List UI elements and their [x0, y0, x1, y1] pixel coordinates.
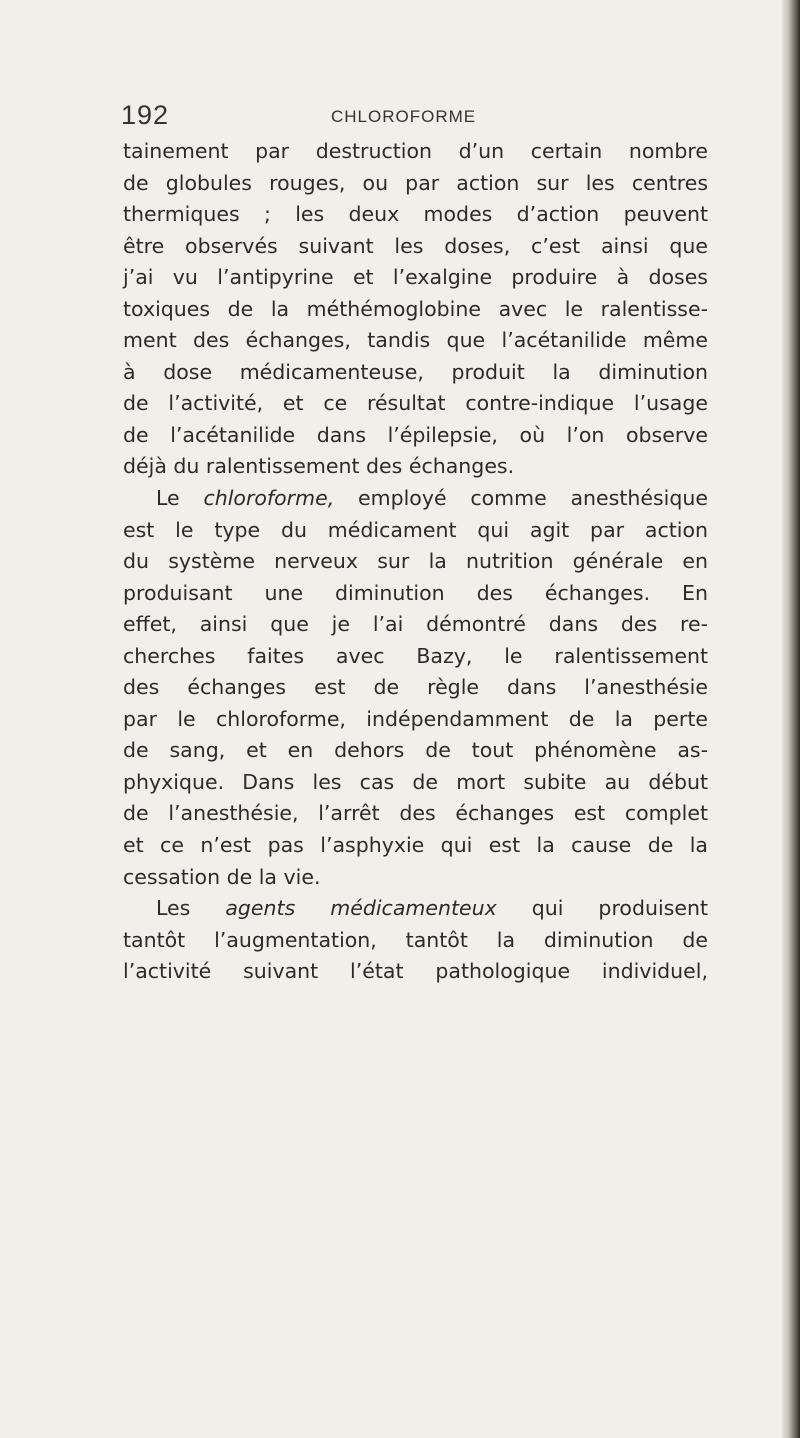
page-header: [121, 100, 711, 140]
text-line: est le type du médicament qui agit par action: [123, 517, 708, 542]
text-line: ment des échanges, tandis que l’acétanilide même: [123, 328, 708, 353]
italic-term: agents médicamenteux: [225, 896, 497, 921]
text-line: produisant une diminution des échanges. En: [123, 580, 708, 605]
text-line: tainement par destruction d’un certain nombre: [123, 139, 708, 163]
text-line: déjà du ralentissement des échanges.: [123, 454, 515, 479]
italic-term: chloroforme,: [203, 486, 335, 511]
text-line: des échanges est de règle dans l’anesthésie: [123, 675, 708, 700]
paragraph-first-line: [123, 483, 708, 515]
text-line: de sang, et en dehors de tout phénomène as-: [123, 738, 708, 763]
text-line: j’ai vu l’antipyrine et l’exalgine produire à doses: [123, 265, 708, 290]
text-segment: Le: [156, 486, 204, 511]
text-line: cherches faites avec Bazy, le ralentissement: [123, 643, 708, 668]
text-line: toxiques de la méthémoglobine avec le ralentisse-: [123, 296, 708, 321]
text-line: effet, ainsi que je l’ai démontré dans des re-: [123, 612, 708, 637]
running-head: CHLOROFORME: [331, 107, 477, 126]
text-line: par le chloroforme, indépendamment de la perte: [123, 706, 708, 731]
text-line: de globules rouges, ou par action sur les centres: [123, 170, 708, 195]
text-segment: employé comme anesthésique: [334, 486, 708, 511]
text-line: de l’acétanilide dans l’épilepsie, où l’on observe: [123, 422, 708, 447]
body-text: [123, 136, 708, 988]
paragraph-first-line: [123, 893, 708, 925]
text-line: tantôt l’augmentation, tantôt la diminution de: [123, 927, 708, 952]
text-line: l’activité suivant l’état pathologique individuel,: [123, 959, 708, 984]
text-line: cessation de la vie.: [123, 864, 321, 889]
text-line: à dose médicamenteuse, produit la diminution: [123, 359, 708, 384]
text-line: de l’anesthésie, l’arrêt des échanges est complet: [123, 801, 708, 826]
text-line: phyxique. Dans les cas de mort subite au début: [123, 769, 708, 794]
text-line: être observés suivant les doses, c’est ainsi que: [123, 233, 708, 258]
text-segment: qui produisent: [496, 896, 708, 921]
page-number: 192: [121, 100, 170, 130]
text-line: et ce n’est pas l’asphyxie qui est la cause de la: [123, 833, 708, 858]
text-line: du système nerveux sur la nutrition générale en: [123, 549, 708, 574]
page-edge-shadow: [782, 0, 800, 1438]
text-line: thermiques ; les deux modes d’action peuvent: [123, 202, 708, 227]
text-line: de l’activité, et ce résultat contre-indique l’usage: [123, 391, 708, 416]
text-segment: Les: [156, 896, 226, 921]
